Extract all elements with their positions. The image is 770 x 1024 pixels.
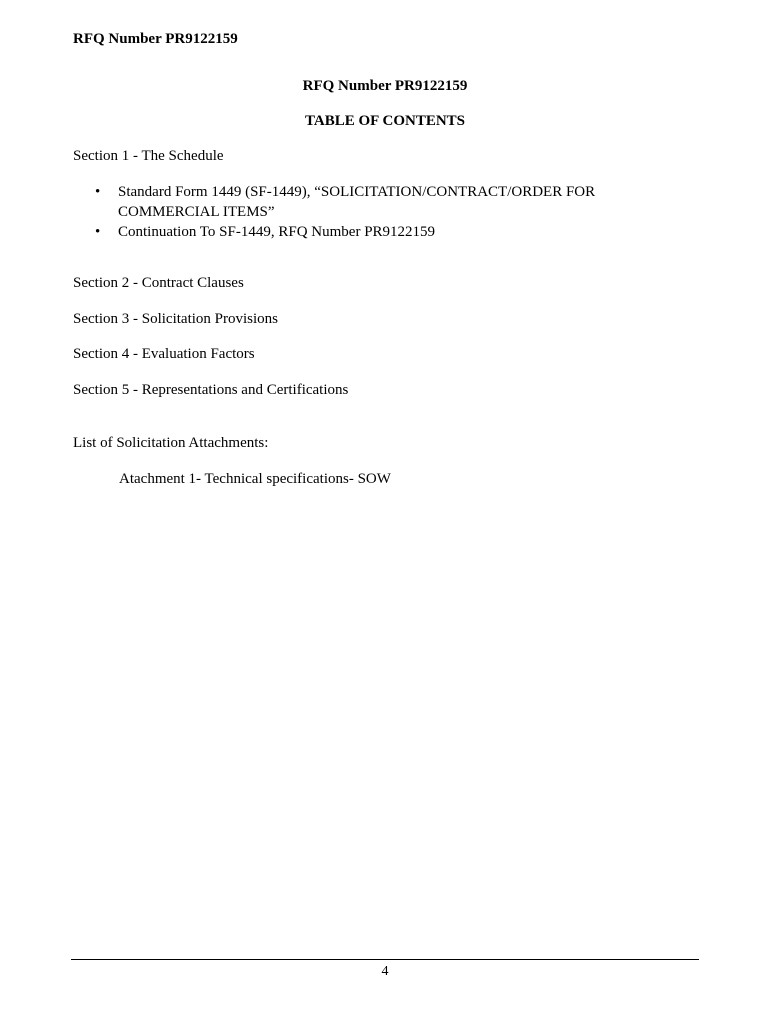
document-title: RFQ Number PR9122159 [302, 78, 468, 94]
toc-heading: TABLE OF CONTENTS [304, 113, 466, 129]
toc-entry-section-3: Section 3 - Solicitation Provisions [73, 311, 278, 327]
toc-entry-section-1: Section 1 - The Schedule [73, 148, 224, 164]
list-item [95, 182, 655, 222]
bullet-icon: • [95, 184, 101, 200]
toc-entry-section-5: Section 5 - Representations and Certifications [73, 382, 349, 398]
footer-divider [71, 959, 699, 960]
attachments-heading: List of Solicitation Attachments: [73, 435, 269, 451]
attachment-entry: Atachment 1- Technical specifications- SOW [119, 471, 391, 487]
list-item [95, 222, 655, 242]
page-number: 4 [381, 964, 389, 979]
section-1-item-list [95, 182, 655, 242]
toc-entry-section-2: Section 2 - Contract Clauses [73, 275, 244, 291]
list-item-text: Standard Form 1449 (SF-1449), “SOLICITATION/CONTRACT/ORDER FOR COMMERCIAL ITEMS” [118, 184, 596, 220]
list-item-text: Continuation To SF-1449, RFQ Number PR9122159 [118, 224, 436, 240]
bullet-icon: • [95, 224, 101, 240]
toc-entry-section-4: Section 4 - Evaluation Factors [73, 346, 255, 362]
running-header: RFQ Number PR9122159 [73, 31, 238, 47]
